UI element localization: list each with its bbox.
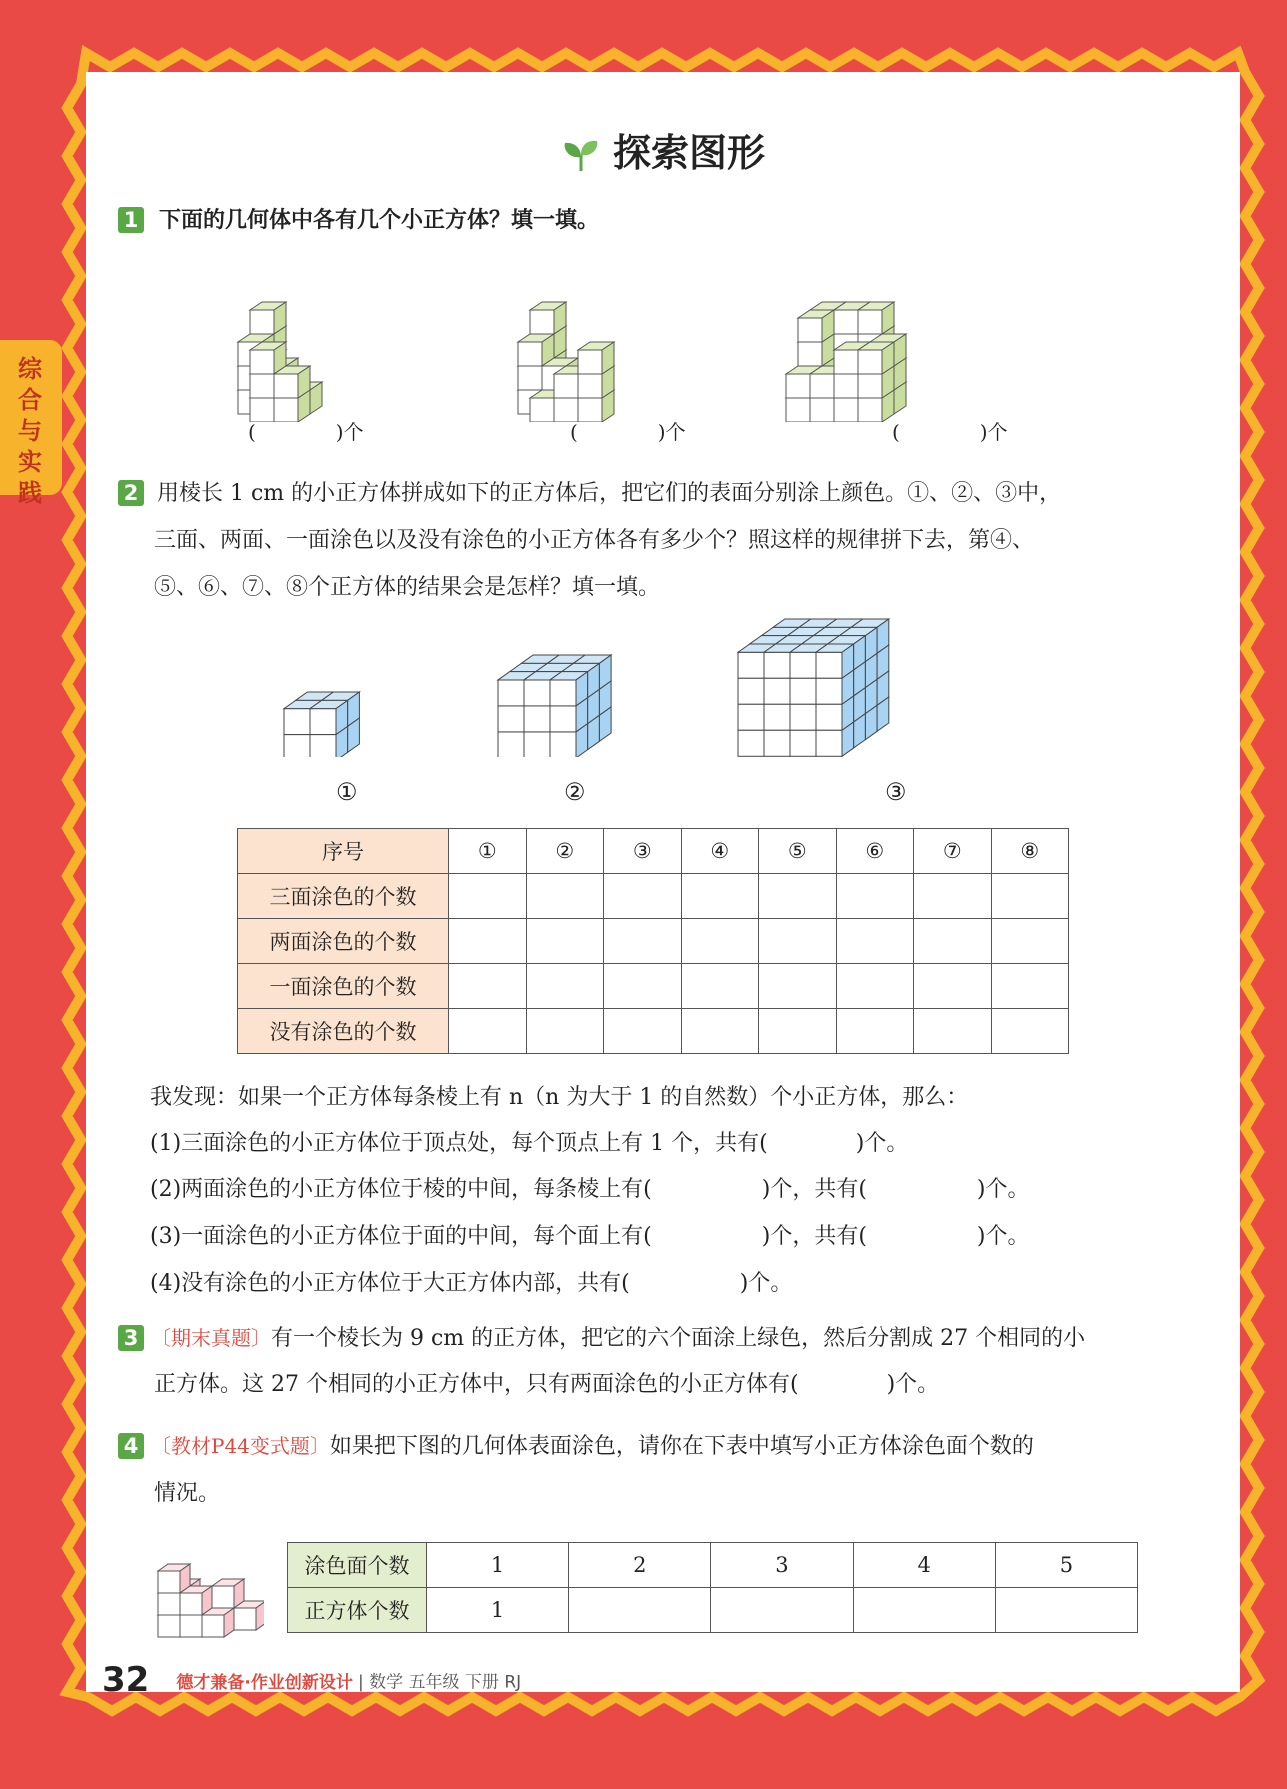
answer-cell[interactable] bbox=[681, 1009, 759, 1054]
q2-line-2: 三面、两面、一面涂色以及没有涂色的小正方体各有多少个？照这样的规律拼下去，第④、 bbox=[154, 528, 1035, 553]
answer-cell[interactable] bbox=[604, 1009, 682, 1054]
q3-text-1: 有一个棱长为 9 cm 的正方体，把它的六个面涂上绿色，然后分割成 27 个相同的小 bbox=[271, 1326, 1086, 1351]
q1-figures bbox=[216, 262, 1076, 422]
front-face-cell bbox=[498, 680, 524, 706]
q2-item-2[interactable]: (2)两面涂色的小正方体位于棱的中间，每条棱上有( )个，共有( )个。 bbox=[150, 1177, 1030, 1202]
answer-cell[interactable] bbox=[991, 964, 1069, 1009]
front-face-cell bbox=[764, 730, 790, 756]
front-face-cell bbox=[738, 678, 764, 704]
q2-cube-1 bbox=[284, 692, 359, 757]
table-row bbox=[238, 1009, 1069, 1054]
header-cell: ⑤ bbox=[759, 829, 837, 874]
cube-count-cell[interactable] bbox=[995, 1588, 1137, 1633]
row-label: 三面涂色的个数 bbox=[238, 874, 449, 919]
front-face-cell bbox=[498, 732, 524, 757]
q1-text: 下面的几何体中各有几个小正方体？填一填。 bbox=[159, 208, 600, 233]
face-count-cell: 4 bbox=[853, 1543, 995, 1588]
answer-cell[interactable] bbox=[526, 919, 604, 964]
table-row bbox=[238, 874, 1069, 919]
unit-cube bbox=[250, 302, 286, 334]
cube-count-cell[interactable] bbox=[711, 1588, 853, 1633]
front-face-cell bbox=[524, 706, 550, 732]
unit-cube bbox=[274, 366, 310, 398]
q4-table bbox=[287, 1542, 1138, 1633]
q4-solid bbox=[148, 1532, 264, 1648]
q2-line-1 bbox=[118, 480, 1061, 508]
row-label: 两面涂色的个数 bbox=[238, 919, 449, 964]
front-face-cell bbox=[738, 730, 764, 756]
front-face-cell bbox=[550, 680, 576, 706]
answer-cell[interactable] bbox=[914, 964, 992, 1009]
unit-cube bbox=[798, 310, 834, 342]
q2-text-1: 用棱长 1 cm 的小正方体拼成如下的正方体后，把它们的表面分别涂上颜色。①、②、③中， bbox=[157, 481, 1062, 506]
face-count-cell: 1 bbox=[427, 1543, 569, 1588]
q2-item-3[interactable]: (3)一面涂色的小正方体位于面的中间，每个面上有( )个，共有( )个。 bbox=[150, 1224, 1030, 1249]
header-cell: ③ bbox=[604, 829, 682, 874]
footer-info: | 数学 五年级 下册 RJ bbox=[357, 1672, 522, 1693]
front-face-cell bbox=[738, 652, 764, 678]
q1-solid-3 bbox=[786, 302, 906, 422]
q2-finding: 我发现：如果一个正方体每条棱上有 n（n 为大于 1 的自然数）个小正方体，那么： bbox=[150, 1085, 969, 1110]
q4-table-row-faces bbox=[288, 1543, 1138, 1588]
header-cell: ② bbox=[526, 829, 604, 874]
answer-cell[interactable] bbox=[836, 919, 914, 964]
face-count-cell: 5 bbox=[995, 1543, 1137, 1588]
q2-cube-2 bbox=[498, 655, 611, 757]
page-title: 探索图形 bbox=[86, 122, 1240, 177]
front-face-cell bbox=[310, 709, 336, 735]
q4-text-1: 如果把下图的几何体表面涂色，请你在下表中填写小正方体涂色面个数的 bbox=[329, 1434, 1034, 1459]
answer-cell[interactable] bbox=[449, 874, 527, 919]
answer-cell[interactable] bbox=[836, 964, 914, 1009]
q2-item-1[interactable]: (1)三面涂色的小正方体位于顶点处，每个顶点上有 1 个，共有( )个。 bbox=[150, 1131, 909, 1156]
front-face-cell bbox=[284, 735, 310, 757]
cube-count-cell: 1 bbox=[427, 1588, 569, 1633]
header-cell: ⑧ bbox=[991, 829, 1069, 874]
front-face-cell bbox=[790, 704, 816, 730]
front-face-cell bbox=[790, 652, 816, 678]
header-cell: ④ bbox=[681, 829, 759, 874]
front-face-cell bbox=[764, 652, 790, 678]
q2-cube-3 bbox=[738, 619, 889, 756]
answer-cell[interactable] bbox=[604, 919, 682, 964]
q2-table-header-row bbox=[238, 829, 1069, 874]
row-label: 没有涂色的个数 bbox=[238, 1009, 449, 1054]
answer-cell[interactable] bbox=[526, 964, 604, 1009]
face-count-cell: 2 bbox=[569, 1543, 711, 1588]
face-count-cell: 3 bbox=[711, 1543, 853, 1588]
row-label: 正方体个数 bbox=[288, 1588, 427, 1633]
answer-cell[interactable] bbox=[604, 964, 682, 1009]
section-side-tab bbox=[0, 340, 62, 507]
answer-cell[interactable] bbox=[914, 919, 992, 964]
answer-cell[interactable] bbox=[991, 1009, 1069, 1054]
front-face-cell bbox=[550, 706, 576, 732]
worksheet-page bbox=[86, 72, 1240, 1700]
header-cell: ⑦ bbox=[914, 829, 992, 874]
q2-line-3: ⑤、⑥、⑦、⑧个正方体的结果会是怎样？填一填。 bbox=[154, 575, 661, 600]
front-face-cell bbox=[550, 732, 576, 757]
q1-solid-2 bbox=[518, 302, 614, 422]
q2-caption-2: ② bbox=[564, 778, 586, 806]
front-face-cell bbox=[816, 652, 842, 678]
header-label: 序号 bbox=[238, 829, 449, 874]
q1-number-badge: 1 bbox=[118, 207, 144, 233]
front-face-cell bbox=[816, 704, 842, 730]
unit-cube bbox=[202, 1608, 234, 1637]
front-face-cell bbox=[816, 678, 842, 704]
q1-blank-2[interactable]: ( )个 bbox=[570, 420, 686, 444]
q2-table bbox=[237, 828, 1069, 1054]
answer-cell[interactable] bbox=[449, 1009, 527, 1054]
q3-number-badge: 3 bbox=[118, 1325, 144, 1351]
answer-cell[interactable] bbox=[449, 919, 527, 964]
front-face-cell bbox=[498, 706, 524, 732]
front-face-cell bbox=[790, 730, 816, 756]
q3-line-2[interactable]: 正方体。这 27 个相同的小正方体中，只有两面涂色的小正方体有( )个。 bbox=[154, 1372, 940, 1397]
answer-cell[interactable] bbox=[604, 874, 682, 919]
q4-line-1 bbox=[118, 1432, 1034, 1461]
answer-cell[interactable] bbox=[681, 964, 759, 1009]
footer-brand: 德才兼备·作业创新设计 bbox=[176, 1672, 353, 1693]
front-face-cell bbox=[764, 678, 790, 704]
sprout-icon bbox=[561, 139, 601, 173]
front-face-cell bbox=[524, 732, 550, 757]
cube-count-cell[interactable] bbox=[569, 1588, 711, 1633]
answer-cell[interactable] bbox=[914, 1009, 992, 1054]
q2-cubes bbox=[276, 617, 1106, 757]
q2-caption-1: ① bbox=[336, 778, 358, 806]
answer-cell[interactable] bbox=[449, 964, 527, 1009]
q4-line-2: 情况。 bbox=[154, 1481, 221, 1506]
q3-tag: 〔期末真题〕 bbox=[151, 1326, 271, 1350]
unit-cube bbox=[858, 302, 894, 334]
answer-cell[interactable] bbox=[759, 874, 837, 919]
q3-line-1 bbox=[118, 1324, 1085, 1353]
answer-cell[interactable] bbox=[681, 919, 759, 964]
front-face-cell bbox=[738, 704, 764, 730]
unit-cube bbox=[234, 1601, 264, 1630]
unit-cube bbox=[180, 1586, 212, 1615]
cube-count-cell[interactable] bbox=[853, 1588, 995, 1633]
front-face-cell bbox=[310, 735, 336, 757]
answer-cell[interactable] bbox=[836, 874, 914, 919]
answer-cell[interactable] bbox=[759, 1009, 837, 1054]
side-tab-label: 综合与实践 bbox=[18, 355, 42, 507]
front-face-cell bbox=[790, 678, 816, 704]
q4-table-row-count bbox=[288, 1588, 1138, 1633]
q2-item-4[interactable]: (4)没有涂色的小正方体位于大正方体内部，共有( )个。 bbox=[150, 1271, 793, 1296]
header-cell: ① bbox=[449, 829, 527, 874]
unit-cube bbox=[212, 1579, 244, 1608]
q4-tag: 〔教材P44变式题〕 bbox=[151, 1434, 330, 1458]
answer-cell[interactable] bbox=[836, 1009, 914, 1054]
front-face-cell bbox=[284, 709, 310, 735]
header-cell: ⑥ bbox=[836, 829, 914, 874]
q4-number-badge: 4 bbox=[118, 1433, 144, 1459]
q1-blank-3[interactable]: ( )个 bbox=[892, 420, 1008, 444]
footer bbox=[102, 1660, 521, 1700]
answer-cell[interactable] bbox=[526, 1009, 604, 1054]
q1-prompt bbox=[118, 207, 599, 235]
front-face-cell bbox=[816, 730, 842, 756]
table-row bbox=[238, 964, 1069, 1009]
answer-cell[interactable] bbox=[526, 874, 604, 919]
q1-blank-1[interactable]: ( )个 bbox=[248, 420, 364, 444]
front-face-cell bbox=[764, 704, 790, 730]
row-label: 一面涂色的个数 bbox=[238, 964, 449, 1009]
q2-number-badge: 2 bbox=[118, 480, 144, 506]
answer-cell[interactable] bbox=[991, 874, 1069, 919]
unit-cube bbox=[158, 1564, 190, 1593]
answer-cell[interactable] bbox=[681, 874, 759, 919]
page-number: 32 bbox=[102, 1660, 150, 1700]
unit-cube bbox=[858, 342, 894, 374]
answer-cell[interactable] bbox=[759, 964, 837, 1009]
unit-cube bbox=[578, 342, 614, 374]
answer-cell[interactable] bbox=[991, 919, 1069, 964]
row-label: 涂色面个数 bbox=[288, 1543, 427, 1588]
table-row bbox=[238, 919, 1069, 964]
front-face-cell bbox=[524, 680, 550, 706]
answer-cell[interactable] bbox=[759, 919, 837, 964]
q2-caption-3: ③ bbox=[885, 778, 907, 806]
unit-cube bbox=[530, 302, 566, 334]
answer-cell[interactable] bbox=[914, 874, 992, 919]
q1-solid-1 bbox=[238, 302, 322, 422]
